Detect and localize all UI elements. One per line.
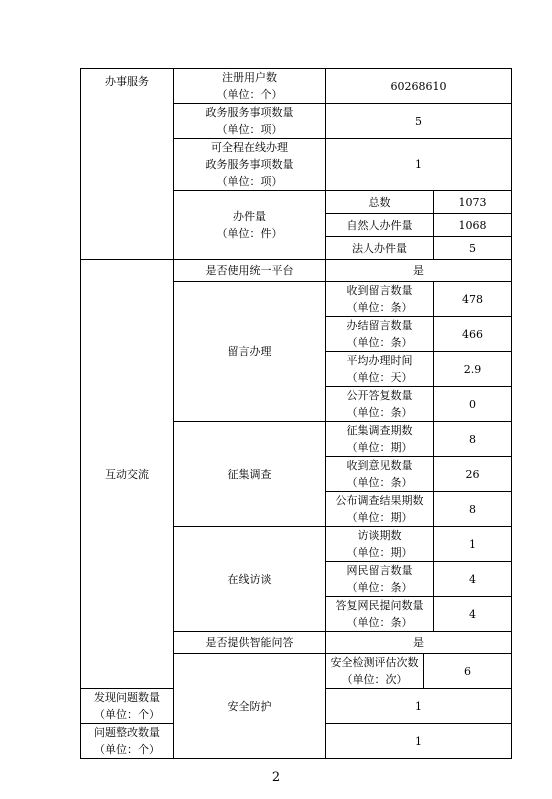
volume-label-legal-person: 法人办件量 — [326, 237, 434, 260]
message-label-public-replies: 公开答复数量 （单位：条） — [326, 387, 434, 422]
survey-label-periods: 征集调查期数 （单位：期） — [326, 422, 434, 457]
row-label-unified-platform: 是否使用统一平台 — [174, 260, 326, 282]
group-label-messages: 留言办理 — [174, 282, 326, 422]
security-value-issues-fixed: 1 — [326, 724, 512, 759]
page-number: 2 — [271, 770, 281, 785]
message-value-received: 478 — [434, 282, 512, 317]
value-service-items: 5 — [326, 104, 512, 139]
row-label-case-volume: 办件量 （单位：件） — [174, 191, 326, 260]
row-label-registered-users: 注册用户数 （单位：个） — [174, 69, 326, 104]
security-label-assessments: 安全检测评估次数 （单位：次） — [326, 654, 424, 689]
interview-label-periods: 访谈期数 （单位：期） — [326, 527, 434, 562]
security-value-issues-found: 1 — [326, 689, 512, 724]
survey-value-results: 8 — [434, 492, 512, 527]
row-label-service-items: 政务服务事项数量 （单位：项） — [174, 104, 326, 139]
interview-value-replies: 4 — [434, 597, 512, 632]
group-label-survey: 征集调查 — [174, 422, 326, 527]
statistics-table — [80, 68, 512, 759]
volume-value-total: 1073 — [434, 191, 512, 214]
interview-value-periods: 1 — [434, 527, 512, 562]
interview-label-replies: 答复网民提问数量 （单位：条） — [326, 597, 434, 632]
volume-label-natural-person: 自然人办件量 — [326, 214, 434, 237]
message-label-closed: 办结留言数量 （单位：条） — [326, 317, 434, 352]
volume-label-total: 总数 — [326, 191, 434, 214]
value-online-items: 1 — [326, 139, 512, 191]
volume-value-natural-person: 1068 — [434, 214, 512, 237]
value-smart-qa: 是 — [326, 632, 512, 654]
group-label-interview: 在线访谈 — [174, 527, 326, 632]
section-label-interaction: 互动交流 — [81, 260, 174, 689]
security-label-issues-found: 发现问题数量 （单位：个） — [81, 689, 174, 724]
message-value-public-replies: 0 — [434, 387, 512, 422]
security-label-issues-fixed: 问题整改数量 （单位：个） — [81, 724, 174, 759]
survey-label-opinions: 收到意见数量 （单位：条） — [326, 457, 434, 492]
interview-label-messages: 网民留言数量 （单位：条） — [326, 562, 434, 597]
row-label-online-items: 可全程在线办理 政务服务事项数量 （单位：项） — [174, 139, 326, 191]
interview-value-messages: 4 — [434, 562, 512, 597]
value-registered-users: 60268610 — [326, 69, 512, 104]
value-unified-platform: 是 — [326, 260, 512, 282]
survey-value-opinions: 26 — [434, 457, 512, 492]
row-label-smart-qa: 是否提供智能问答 — [174, 632, 326, 654]
message-label-avg-time: 平均办理时间 （单位：天） — [326, 352, 434, 387]
survey-label-results: 公布调查结果期数 （单位：期） — [326, 492, 434, 527]
message-value-closed: 466 — [434, 317, 512, 352]
message-label-received: 收到留言数量 （单位：条） — [326, 282, 434, 317]
message-value-avg-time: 2.9 — [434, 352, 512, 387]
section-label-service: 办事服务 — [81, 69, 174, 260]
survey-value-periods: 8 — [434, 422, 512, 457]
section-label-security: 安全防护 — [174, 654, 326, 759]
security-value-assessments: 6 — [424, 654, 512, 689]
volume-value-legal-person: 5 — [434, 237, 512, 260]
